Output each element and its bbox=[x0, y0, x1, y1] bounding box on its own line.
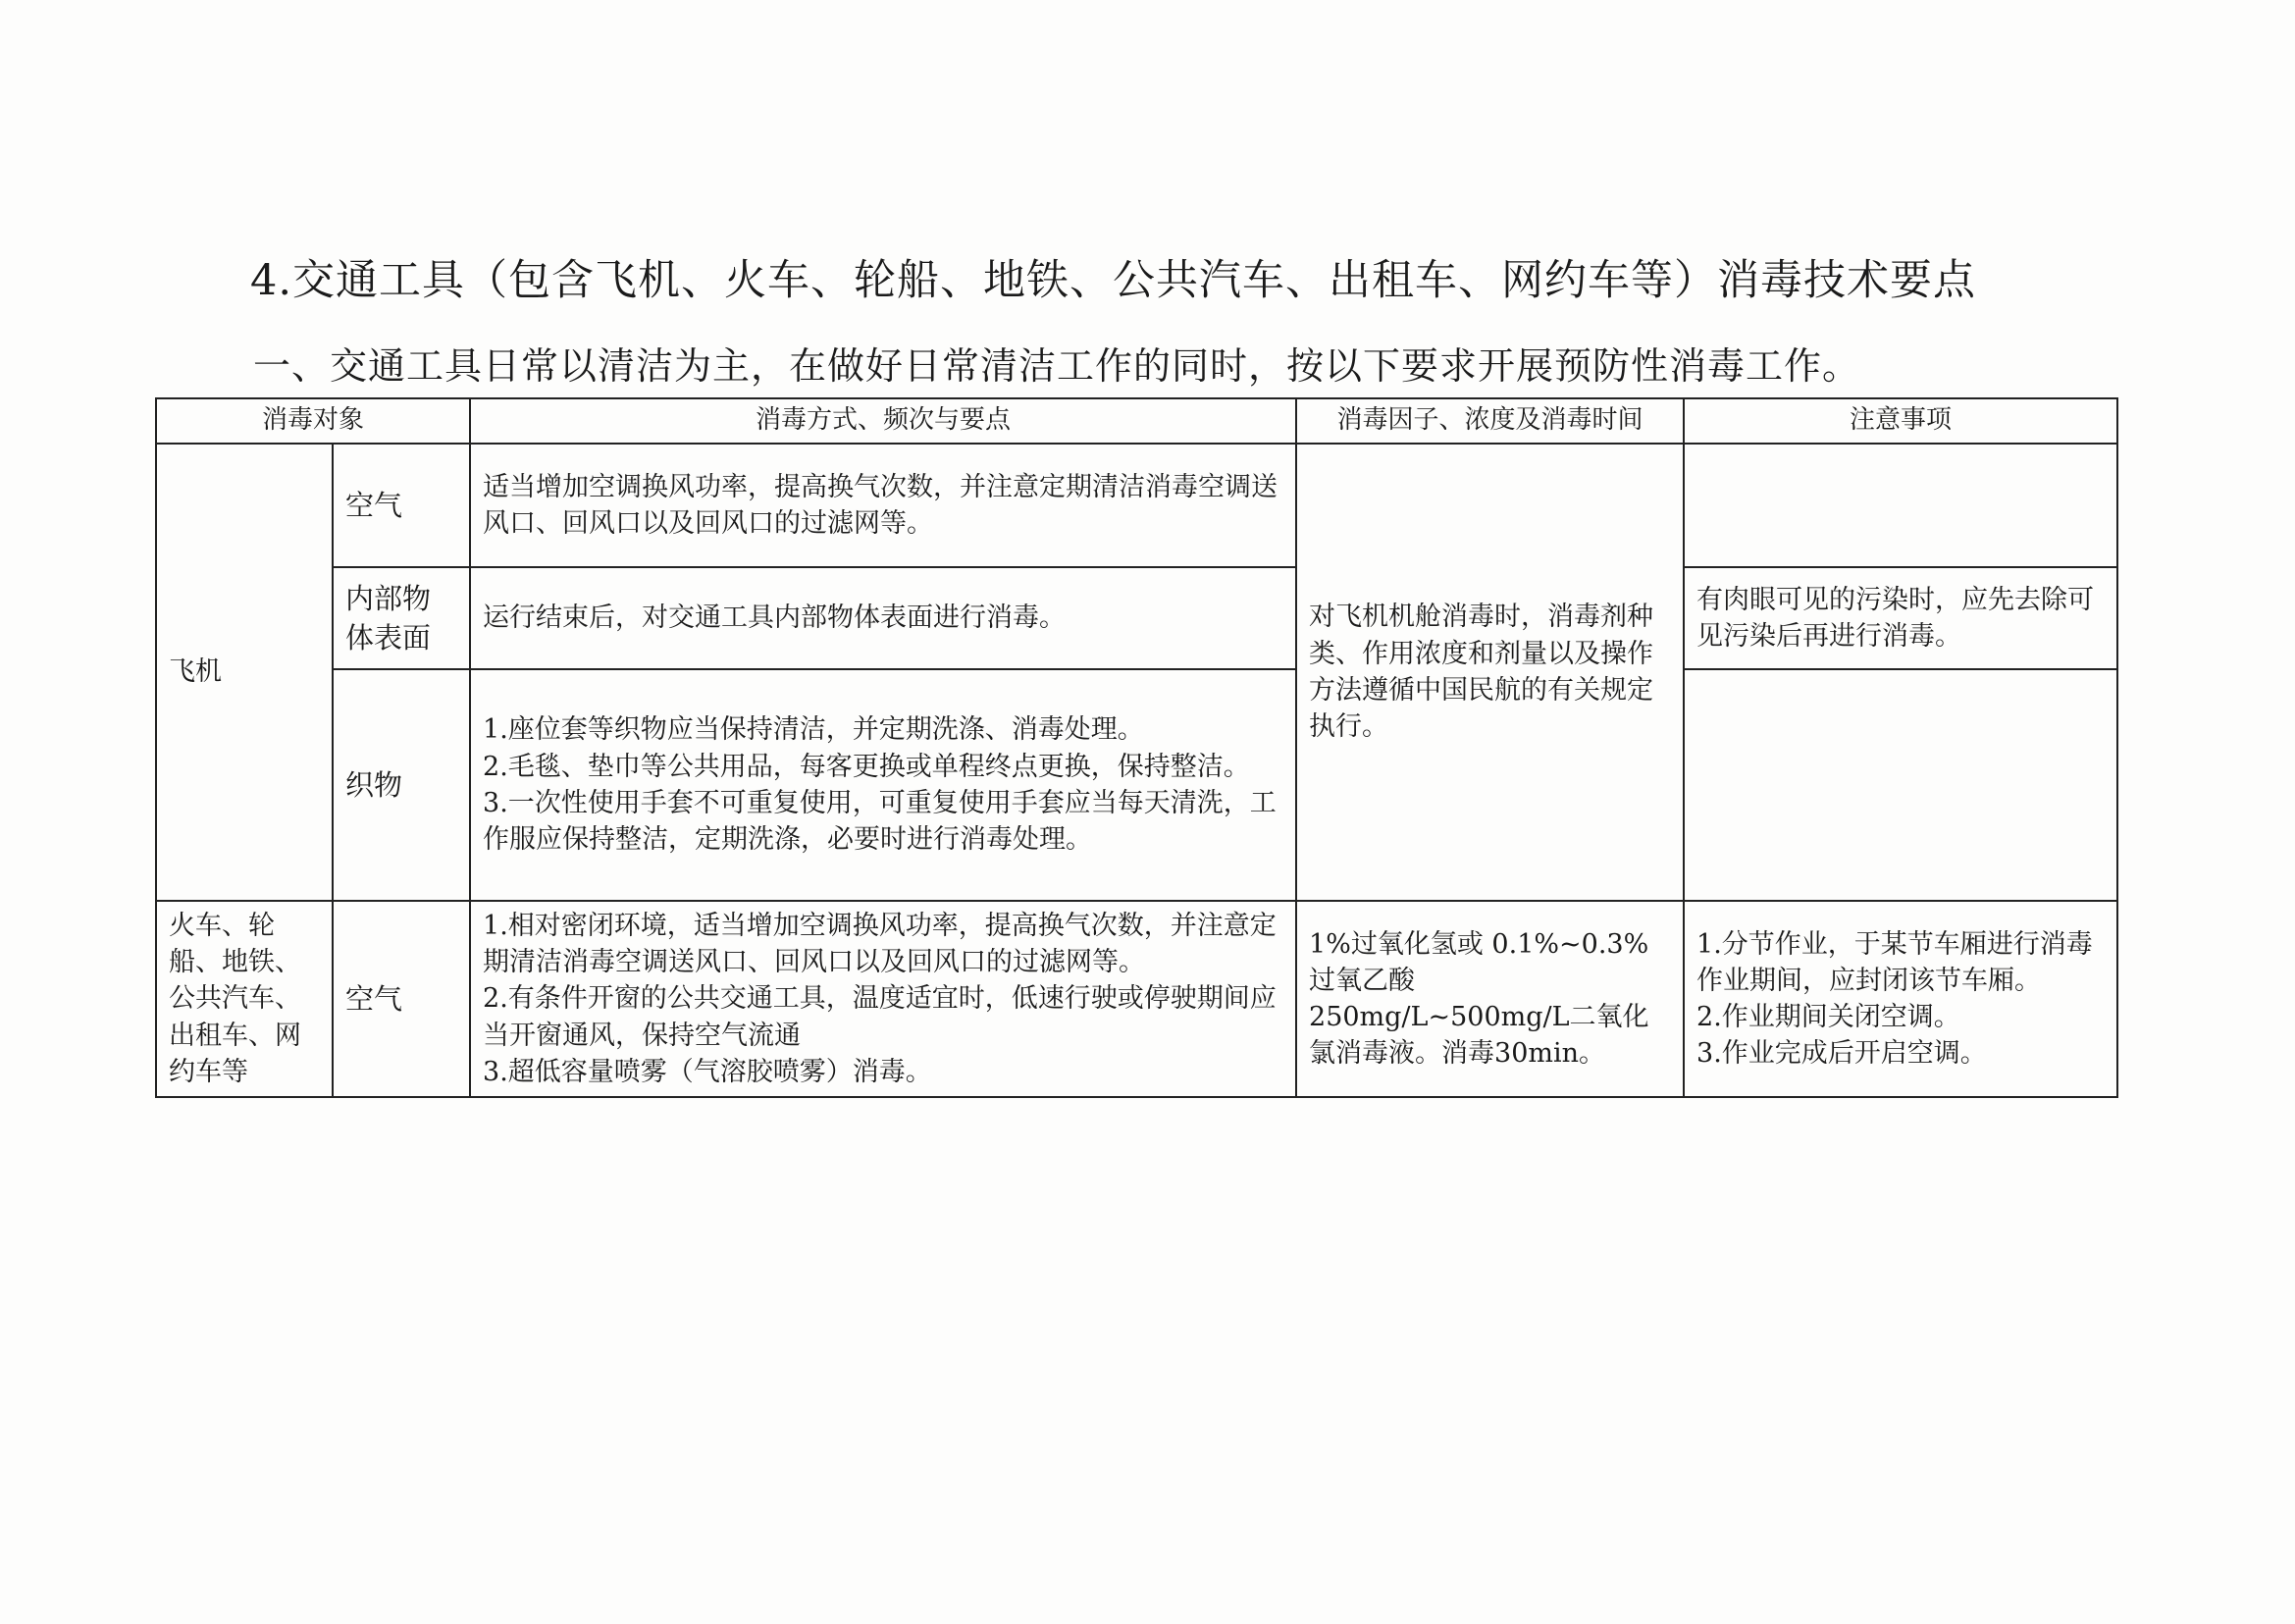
table-row bbox=[156, 567, 2117, 669]
factor-airplane: 对飞机机舱消毒时，消毒剂种类、作用浓度和剂量以及操作方法遵循中国民航的有关规定执行。 bbox=[1296, 444, 1684, 901]
table-row bbox=[156, 444, 2117, 567]
method-line: 1.座位套等织物应当保持清洁，并定期洗涤、消毒处理。 bbox=[483, 714, 1144, 746]
table-row bbox=[156, 901, 2117, 1097]
method-ground-air bbox=[470, 901, 1296, 1097]
notes-airplane-empty-top bbox=[1684, 444, 2117, 567]
method-line: 1.相对密闭环境，适当增加空调换风功率，提高换气次数，并注意定期清洁消毒空调送风口、回风口以及回风口的过滤网等。 bbox=[483, 910, 1277, 978]
header-object: 消毒对象 bbox=[156, 398, 470, 444]
section-heading: 一、交通工具日常以清洁为主，在做好日常清洁工作的同时，按以下要求开展预防性消毒工作。 bbox=[253, 344, 1861, 388]
notes-line: 2.作业期间关闭空调。 bbox=[1696, 1002, 1960, 1032]
object-air: 空气 bbox=[333, 444, 470, 567]
header-method: 消毒方式、频次与要点 bbox=[470, 398, 1296, 444]
header-notes: 注意事项 bbox=[1684, 398, 2117, 444]
notes-airplane-empty-bottom bbox=[1684, 669, 2117, 901]
method-airplane-surface: 运行结束后，对交通工具内部物体表面进行消毒。 bbox=[470, 567, 1296, 669]
category-airplane: 飞机 bbox=[156, 444, 333, 901]
method-line: 2.毛毯、垫巾等公共用品，每客更换或单程终点更换，保持整洁。 bbox=[483, 751, 1250, 782]
table-header-row bbox=[156, 398, 2117, 444]
notes-ground bbox=[1684, 901, 2117, 1097]
method-airplane-air: 适当增加空调换风功率，提高换气次数，并注意定期清洁消毒空调送风口、回风口以及回风口的过滤网等。 bbox=[470, 444, 1296, 567]
notes-airplane: 有肉眼可见的污染时，应先去除可见污染后再进行消毒。 bbox=[1684, 567, 2117, 669]
object-ground-air: 空气 bbox=[333, 901, 470, 1097]
category-ground-transport: 火车、轮船、地铁、公共汽车、出租车、网约车等 bbox=[156, 901, 333, 1097]
method-line: 2.有条件开窗的公共交通工具，温度适宜时，低速行驶或停驶期间应当开窗通风，保持空气流通 bbox=[483, 983, 1277, 1051]
notes-line: 1.分节作业，于某节车厢进行消毒作业期间，应封闭该节车厢。 bbox=[1696, 928, 2093, 996]
object-fabric: 织物 bbox=[333, 669, 470, 901]
table-row bbox=[156, 669, 2117, 901]
notes-line: 3.作业完成后开启空调。 bbox=[1696, 1038, 1987, 1070]
disinfection-table bbox=[155, 397, 2118, 1098]
object-surface: 内部物体表面 bbox=[333, 567, 470, 669]
header-factor: 消毒因子、浓度及消毒时间 bbox=[1296, 398, 1684, 444]
method-line: 3.一次性使用手套不可重复使用，可重复使用手套应当每天清洗，工作服应保持整洁，定期洗涤，必要时进行消毒处理。 bbox=[483, 787, 1277, 856]
factor-ground: 1%过氧化氢或 0.1%~0.3%过氧乙酸250mg/L~500mg/L二氧化氯消毒液。消毒30min。 bbox=[1296, 901, 1684, 1097]
method-line: 3.超低容量喷雾（气溶胶喷雾）消毒。 bbox=[483, 1056, 932, 1087]
document-title: 4.交通工具（包含飞机、火车、轮船、地铁、公共汽车、出租车、网约车等）消毒技术要点 bbox=[250, 256, 1977, 305]
method-airplane-fabric bbox=[470, 669, 1296, 901]
